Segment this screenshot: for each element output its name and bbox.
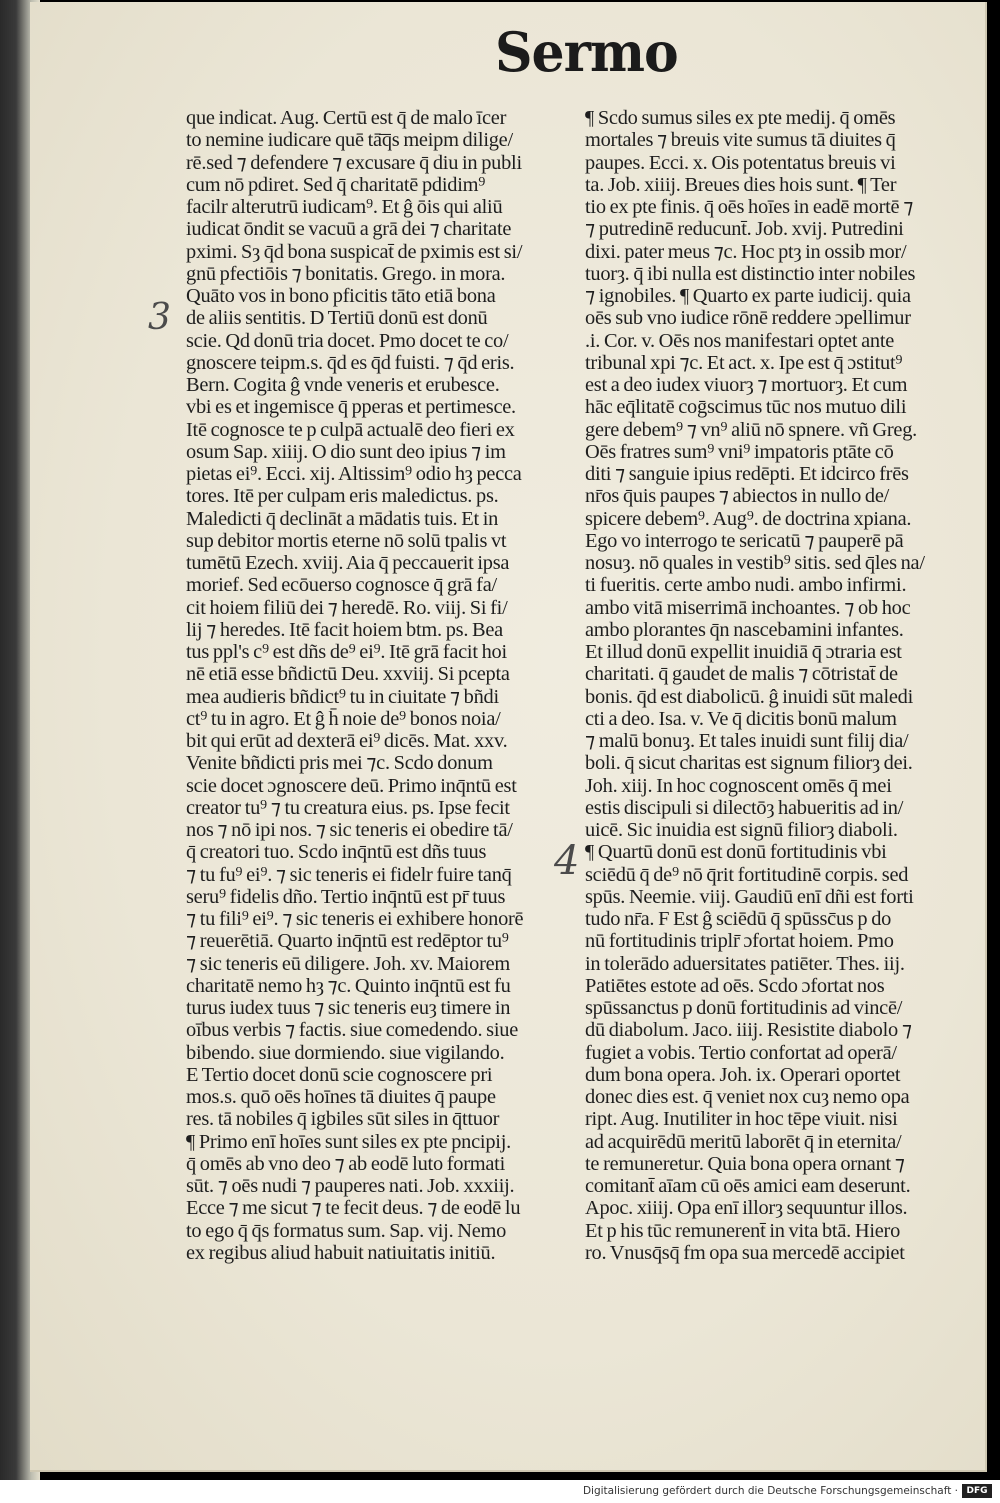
text-line: morief. Sed ecōuerso cognosce q̄ grā fa/ [186, 574, 497, 597]
text-line: mortales ⁊ breuis vite sumus tā diuites q̄ [585, 129, 896, 152]
text-line: Joh. xiij. In hoc cognoscent omēs q̄ mei [585, 774, 892, 797]
text-line: spūssanctus p donū fortitudinis ad vincē/ [585, 997, 903, 1019]
text-line: Et illud donū expellit inuidiā q̄ ɔtraria est [585, 641, 902, 663]
text-line: bonis. q̄d est diabolicū. ĝ inuidi sūt maledi [585, 685, 914, 708]
text-line: spicere debem⁹. Aug⁹. de doctrina xpiana. [585, 507, 912, 530]
text-line: ct⁹ tu in agro. Et ĝ h̄ noie de⁹ bonos noia/ [186, 707, 501, 730]
text-line: seru⁹ fidelis dño. Tertio inq̄ntū est pr̄ tuus [186, 885, 506, 908]
text-line: ⁊ tu fu⁹ ei⁹. ⁊ sic teneris ei fidelr fuire tanq̄ [186, 863, 512, 886]
text-line: ¶ Primo enī hoīes sunt siles ex pte pncipij. [186, 1130, 511, 1153]
text-line: oībus verbis ⁊ factis. siue comedendo. siue [186, 1019, 519, 1042]
text-line: tuorȝ. q̄ ibi nulla est distinctio inter nobiles [585, 262, 916, 285]
text-line: Ego vo interrogo te sericatū ⁊ pauperē pā [585, 529, 904, 552]
text-line: estis discipuli si dilectōȝ habueritis ad in/ [585, 796, 904, 819]
text-line: facilr alterutrū iudicam⁹. Et ĝ ōis qui aliū [186, 196, 503, 218]
text-line: tudo nr̄a. F Est ĝ sciēdū q̄ spūssc̄us p do [585, 908, 892, 930]
text-line: to nemine iudicare quē tā̄q̄s meipm dilige/ [186, 129, 513, 152]
text-line: Oēs fratres sum⁹ vni⁹ impatoris ptāte cō [585, 440, 894, 463]
text-line: osum Sap. xiiij. O dio sunt deo ipius ⁊ im [186, 440, 506, 463]
text-line: mos.s. quō oēs hoīnes tā diuites q̄ paupe [186, 1086, 496, 1108]
text-line: ⁊ putredinē reducunt̄. Job. xvij. Putredini [585, 218, 904, 241]
text-line: Quāto vos in bono pficitis tāto etiā bona [186, 285, 496, 307]
text-line: to ego q̄ q̄s formatus sum. Sap. vij. Nemo [186, 1219, 507, 1242]
text-line: Itē cognosce te p culpā actualē deo fieri ex [186, 418, 515, 441]
text-line: cti a deo. Isa. v. Ve q̄ dicitis bonū malum [585, 707, 897, 730]
text-line: scie docet ɔgnoscere deū. Primo inq̄ntū est [186, 774, 517, 797]
text-line: que indicat. Aug. Certū est q̄ de malo īcer [186, 107, 507, 129]
text-line: turus iudex tuus ⁊ sic teneris euȝ timere in [186, 997, 511, 1019]
text-line: oēs sub vno iudice rōnē reddere ɔpellimur [585, 307, 911, 330]
text-line: est a deo iudex viuorȝ ⁊ mortuorȝ. Et cum [585, 374, 908, 396]
text-line: ex regibus aliud habuit natiuitatis initiū. [186, 1241, 496, 1264]
text-line: nē etiā esse bñdictū Deu. xxviij. Si pcepta [186, 663, 510, 686]
text-line: tores. Itē per culpam eris maledictus. ps. [186, 485, 499, 508]
text-line: ⁊ reuerētiā. Quarto inq̄ntū est redēptor tu⁹ [186, 930, 509, 953]
text-line: lij ⁊ heredes. Itē facit hoiem btm. ps. Bea [186, 618, 503, 641]
text-line: sciēdū q̄ de⁹ nō q̄rit fortitudinē corpis. sed [585, 863, 909, 886]
text-line: ⁊ sic teneris eū diligere. Joh. xv. Maiorem [186, 952, 511, 975]
text-line: paupes. Ecci. x. Ois potentatus breuis vi [585, 151, 896, 174]
text-line: mea audieris bñdict⁹ tu in ciuitate ⁊ bñdi [186, 685, 499, 708]
text-line: scie. Qd donū tria docet. Pmo docet te co/ [186, 329, 509, 352]
text-line: spūs. Neemie. viij. Gaudiū enī dñi est forti [585, 885, 914, 908]
text-line: nos ⁊ nō ipi nos. ⁊ sic teneris ei obedire tā/ [186, 819, 513, 841]
text-line: charitatē nemo hȝ ⁊c. Quinto inq̄ntū est fu [186, 974, 511, 997]
text-line: bit qui erūt ad dexterā ei⁹ dicēs. Mat. xxv. [186, 730, 508, 752]
text-line: dū diabolum. Jaco. iiij. Resistite diabolo ⁊ [585, 1019, 912, 1042]
text-column-left [186, 107, 558, 1264]
text-line: ambo plorantes q̄n nascebamini infantes. [585, 618, 904, 641]
text-line: ad acquirēdū meritū laborēt q̄ in eternita/ [585, 1130, 902, 1153]
text-line: gere debem⁹ ⁊ vn⁹ aliū nō spnere. vñ Greg. [585, 418, 917, 441]
text-line: creator tu⁹ ⁊ tu creatura eius. ps. Ipse fecit [186, 796, 510, 819]
text-line: pietas ei⁹. Ecci. xij. Altissim⁹ odio hȝ pecca [186, 463, 522, 485]
text-line: q̄ creatori tuo. Scdo inq̄ntū est dñs tuus [186, 841, 487, 864]
text-line: q̄ omēs ab vno deo ⁊ ab eodē luto formati [186, 1152, 505, 1175]
text-line: ¶ Quartū donū est donū fortitudinis vbi [585, 841, 887, 864]
text-line: ro. Vnusq̄sq̄ fm opa sua mercedē accipiet [585, 1241, 905, 1264]
text-line: fugiet a vobis. Tertio confortat ad operā/ [585, 1041, 897, 1064]
text-line: nr̄os q̄uis paupes ⁊ abiectos in nullo de/ [585, 485, 890, 508]
text-column-right [585, 107, 957, 1264]
text-line: tus ppl's c⁹ est dñs de⁹ ei⁹. Itē grā facit hoi [186, 641, 507, 663]
margin-note-right: 4 [554, 838, 580, 884]
text-line: cum nō pdiret. Sed q̄ charitatē pdidim⁹ [186, 173, 486, 196]
text-line: de aliis sentitis. D Tertiū donū est donū [186, 307, 488, 330]
text-line: comitant̄ aīam cū oēs amici eam deserunt. [585, 1175, 911, 1197]
text-line: ambo vitā miserrimā inchoantes. ⁊ ob hoc [585, 596, 911, 619]
text-line: nū fortitudinis triplr̄ ɔfortat hoiem. Pmo [585, 930, 894, 953]
text-line: diti ⁊ sanguie ipius redēpti. Et idcirco frēs [585, 463, 909, 485]
text-line: Venite bñdicti pris mei ⁊c. Scdo donum [186, 752, 493, 775]
text-line: Et p his tūc remunerent̄ in vita btā. Hiero [585, 1219, 901, 1242]
text-line: ⁊ ignobiles. ¶ Quarto ex parte iudicij. quia [585, 285, 911, 307]
text-line: boli. q̄ sicut charitas est signum filiorȝ dei. [585, 752, 913, 775]
funding-notice: Digitalisierung gefördert durch die Deutsche Forschungsgemeinschaft · [582, 1485, 958, 1497]
text-line: ⁊ malū bonuȝ. Et tales inuidi sunt filij dia/ [585, 730, 909, 752]
text-line: uicē. Sic inuidia est signū filiorȝ diaboli. [585, 819, 898, 841]
text-line: donec dies est. q̄ veniet nox cuȝ nemo opa [585, 1086, 910, 1108]
text-line: ¶ Scdo sumus siles ex pte medij. q̄ omēs [585, 107, 896, 129]
text-line: .i. Cor. v. Oēs nos manifestari optet ante [585, 329, 895, 352]
text-line: ta. Job. xiiij. Breues dies hois sunt. ¶ Ter [585, 173, 897, 196]
text-line: nosuȝ. nō quales in vestib⁹ sitis. sed q̄les na/ [585, 552, 925, 574]
text-line: tio ex pte finis. q̄ oēs hoīes in eadē mortē ⁊ [585, 196, 914, 218]
text-line: dum bona opera. Joh. ix. Operari oportet [585, 1063, 901, 1086]
text-line: in tolerādo aduersitates patiēter. Thes. iij. [585, 952, 905, 975]
text-line: Bern. Cogita ĝ vnde veneris et erubesce. [186, 374, 500, 396]
text-line: cit hoiem filiū dei ⁊ heredē. Ro. viij. Si fi/ [186, 596, 508, 619]
text-line: tumētū Ezech. xviij. Aia q̄ peccauerit ipsa [186, 552, 510, 574]
text-line: gnū pfectiōis ⁊ bonitatis. Grego. in mora. [186, 262, 506, 285]
text-line: Apoc. xiiij. Opa enī illorȝ sequuntur illos. [585, 1197, 908, 1220]
text-line: Patiētes estote ad oēs. Scdo ɔfortat nos [585, 974, 885, 997]
text-line: iudicat ōndit se vacuū a grā dei ⁊ charitate [186, 218, 512, 241]
text-line: ⁊ tu fili⁹ ei⁹. ⁊ sic teneris ei exhibere honorē [186, 908, 524, 930]
text-line: bibendo. siue dormiendo. siue vigilando. [186, 1041, 505, 1064]
text-line: te remuneretur. Quia bona opera ornant ⁊ [585, 1152, 905, 1175]
text-line: hāc eq̄litatē coḡscimus tūc nos mutuo dili [585, 396, 907, 419]
text-line: ti fueritis. certe ambo nudi. ambo infirmi. [585, 574, 907, 597]
text-line: Ecce ⁊ me sicut ⁊ te fecit deus. ⁊ de eodē lu [186, 1197, 521, 1220]
text-line: dixi. pater meus ⁊c. Hoc ptȝ in ossib mor/ [585, 240, 907, 263]
text-line: E Tertio docet donū scie cognoscere pri [186, 1063, 493, 1086]
text-line: Maledicti q̄ declināt a mādatis tuis. Et in [186, 507, 499, 530]
running-header: Sermo [495, 20, 678, 85]
text-line: pximi. Sȝ q̄d bona suspicat̄ de pximis est si/ [186, 240, 523, 263]
text-line: gnoscere teipm.s. q̄d es q̄d fuisti. ⁊ q̄d eris. [186, 351, 515, 374]
text-line: tribunal xpi ⁊c. Et act. x. Ipe est q̄ ɔstitut⁹ [585, 351, 903, 374]
text-line: rē.sed ⁊ defendere ⁊ excusare q̄ diu in publi [186, 151, 522, 174]
dfg-logo: DFG [962, 1484, 992, 1498]
margin-note-left: 3 [148, 297, 171, 338]
text-line: charitati. q̄ gaudet de malis ⁊ cōtristat̄ de [585, 663, 898, 686]
text-line: sup debitor mortis eterne nō solū tpalis vt [186, 529, 507, 552]
text-line: ript. Aug. Inutiliter in hoc tēpe viuit. nisi [585, 1108, 898, 1131]
text-line: res. tā nobiles q̄ igbiles sūt siles in q̄ttuor [186, 1108, 500, 1131]
text-line: vbi es et ingemisce q̄ pperas et pertimesce. [186, 396, 516, 419]
text-line: sūt. ⁊ oēs nudi ⁊ pauperes nati. Job. xxxiij. [186, 1175, 515, 1197]
